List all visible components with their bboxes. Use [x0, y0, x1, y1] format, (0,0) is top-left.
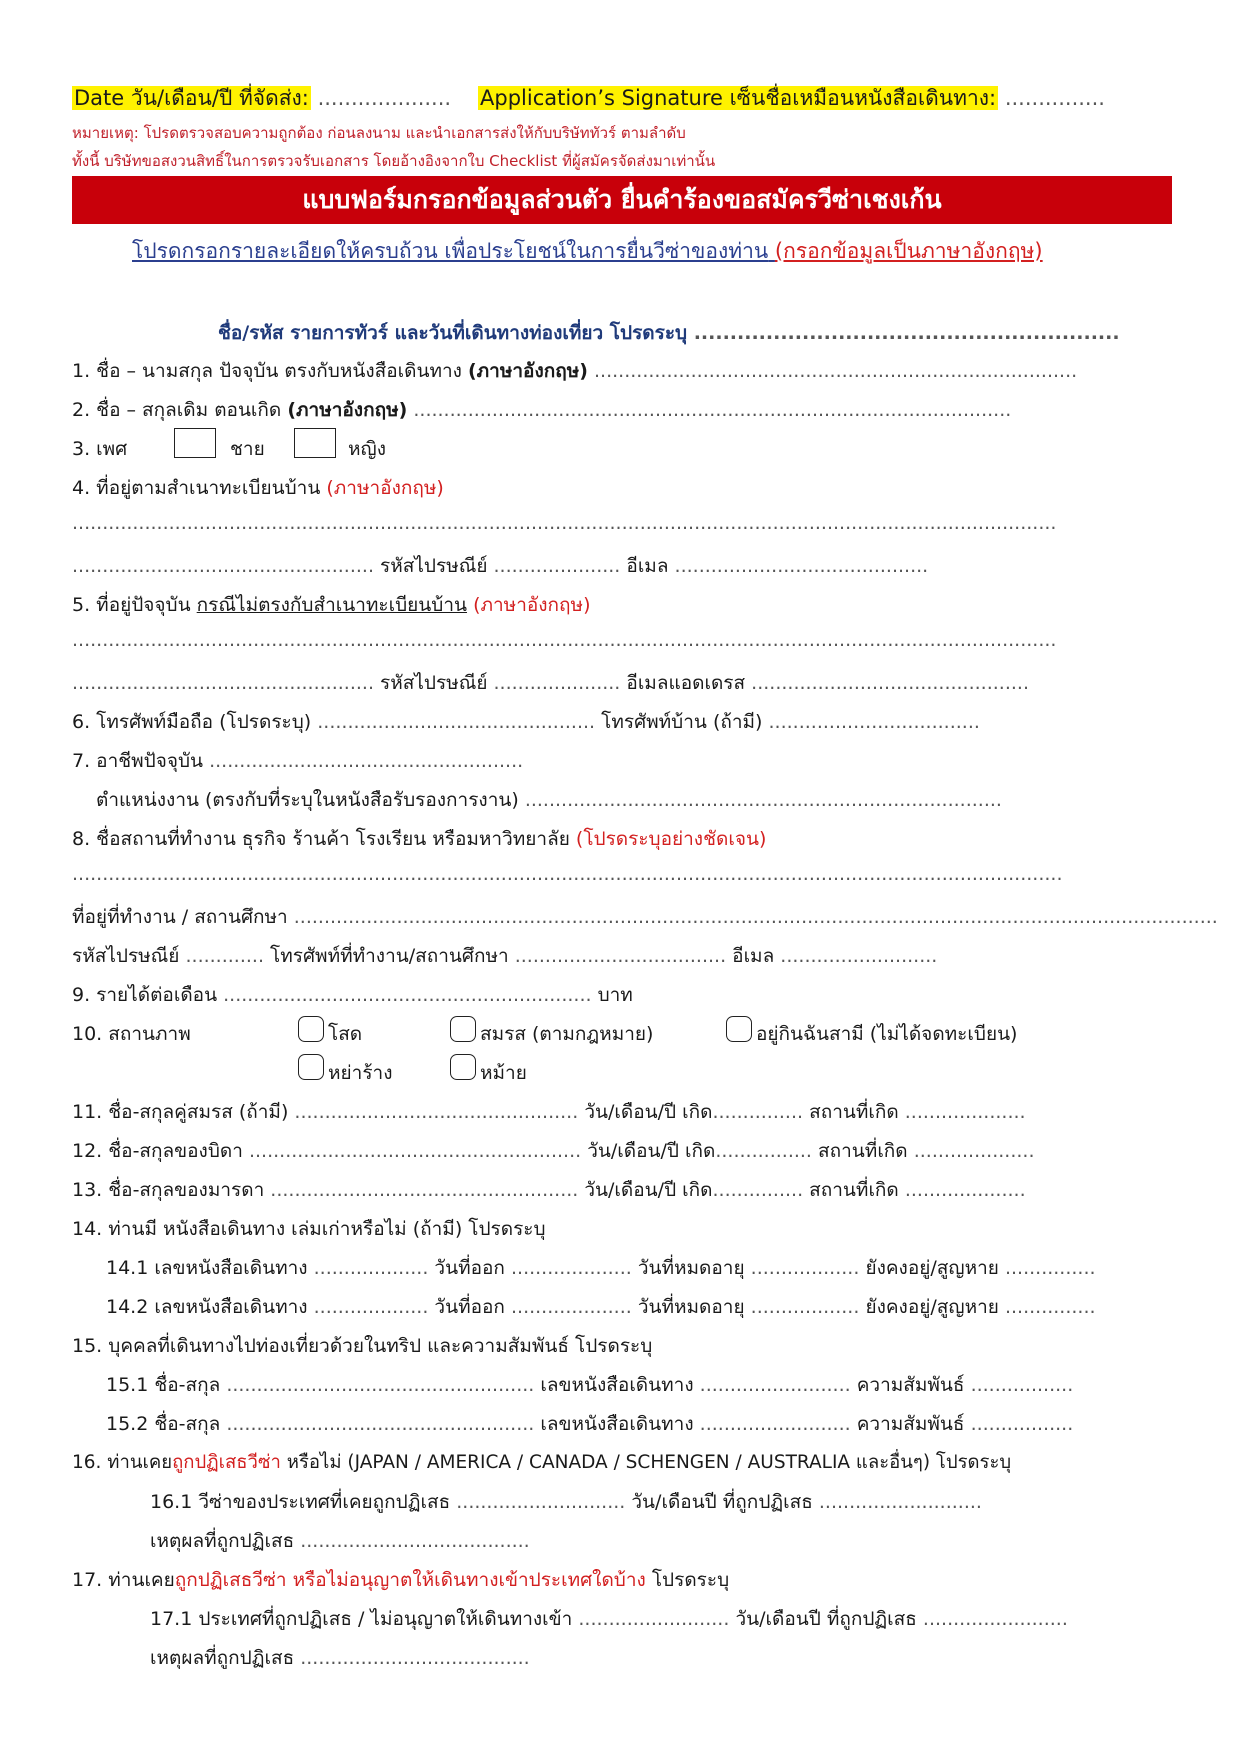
q7-position-label: ตำแหน่งงาน (ตรงกับที่ระบุในหนังสือรับรองการงาน)	[96, 789, 519, 811]
q16-reason-row	[150, 1526, 530, 1556]
note-line-1: หมายเหตุ: โปรดตรวจสอบความถูกต้อง ก่อนลงนาม และนำเอกสารส่งให้กับบริษัททัวร์ ตามลำดับ	[72, 124, 686, 142]
q16-reason-input[interactable]: ......................................	[300, 1530, 530, 1552]
q5-postal-input[interactable]: .....................	[493, 672, 621, 694]
q17-pre: 17. ท่านเคย	[72, 1569, 175, 1591]
q16-1-date-label: วัน/เดือนปี ที่ถูกปฏิเสธ	[631, 1491, 813, 1513]
q5-label: 5. ที่อยู่ปัจจุบัน	[72, 594, 191, 616]
q12-name-input[interactable]: .......................................................	[248, 1140, 582, 1162]
q17-1-row	[150, 1604, 1068, 1634]
q15-2-passport-input[interactable]: .........................	[699, 1413, 851, 1435]
q4-address-input-2[interactable]: ..................................................	[72, 555, 374, 577]
q15-1-relation-input[interactable]: .................	[970, 1374, 1074, 1396]
note-line-2: ทั้งนี้ บริษัทขอสงวนสิทธิ์ในการตรวจรับเอกสาร โดยอ้างอิงจากใบ Checklist ที่ผู้สมัครจัดส่งมาเท่านั้น	[72, 152, 716, 170]
q9-label: 9. รายได้ต่อเดือน	[72, 984, 218, 1006]
q14-2-issue-input[interactable]: ....................	[510, 1296, 632, 1318]
q15-1-passport-label: เลขหนังสือเดินทาง	[540, 1374, 694, 1396]
q17-refused: ถูกปฏิเสธวีซ่า หรือไม่อนุญาตให้เดินทางเข้าประเทศใดบ้าง	[174, 1569, 646, 1591]
q12-dob-input[interactable]: ................	[715, 1140, 812, 1162]
status-divorced-label: หย่าร้าง	[328, 1062, 393, 1084]
tour-input[interactable]: ...........................................................	[693, 322, 1120, 344]
q14-1-expire-label: วันที่หมดอายุ	[637, 1257, 745, 1279]
q5-postal-label: รหัสไปรษณีย์	[380, 672, 488, 694]
q4-postal-label: รหัสไปรษณีย์	[380, 555, 488, 577]
female-label: หญิง	[348, 438, 386, 460]
q8-label: 8. ชื่อสถานที่ทำงาน ธุรกิจ ร้านค้า โรงเรียน หรือมหาวิทยาลัย	[72, 828, 570, 850]
q8-note: (โปรดระบุอย่างชัดเจน)	[575, 828, 767, 850]
q14-2-passport-input[interactable]: ...................	[313, 1296, 429, 1318]
q11-dob-label: วัน/เดือน/ปี เกิด	[584, 1101, 713, 1123]
q14-2-row	[106, 1292, 1096, 1322]
q9-income-input[interactable]: .............................................................	[223, 984, 592, 1006]
q6-home-input[interactable]: ...................................	[768, 711, 980, 733]
q5-address-input-2[interactable]: ..................................................	[72, 672, 374, 694]
q14-2-issue-label: วันที่ออก	[434, 1296, 505, 1318]
q15-1-row	[106, 1370, 1073, 1400]
q6-mobile-input[interactable]: ..............................................	[317, 711, 596, 733]
female-checkbox[interactable]	[294, 428, 336, 458]
q4-email-label: อีเมล	[626, 555, 669, 577]
date-field	[72, 82, 451, 115]
q15-2-passport-label: เลขหนังสือเดินทาง	[540, 1413, 694, 1435]
q11-pob-label: สถานที่เกิด	[809, 1101, 899, 1123]
q12-row	[72, 1136, 1035, 1166]
q8-postal-input[interactable]: .............	[185, 945, 264, 967]
q4-lang: (ภาษาอังกฤษ)	[326, 477, 444, 499]
q8-address-input[interactable]: .........................................................................................................................................................	[293, 906, 1218, 928]
q9-row	[72, 980, 633, 1010]
status-cohabit-checkbox[interactable]	[726, 1016, 752, 1042]
q6-home-label: โทรศัพท์บ้าน (ถ้ามี)	[601, 711, 763, 733]
q14-1-issue-input[interactable]: ....................	[510, 1257, 632, 1279]
q15-1-label: 15.1 ชื่อ-สกุล	[106, 1374, 221, 1396]
q14-2-status-input[interactable]: ...............	[1004, 1296, 1096, 1318]
q1-lang: (ภาษาอังกฤษ)	[467, 360, 588, 382]
q16-1-row	[150, 1487, 982, 1517]
status-widowed-label: หม้าย	[480, 1062, 527, 1084]
q17-reason-row	[150, 1643, 530, 1673]
q11-pob-input[interactable]: ....................	[904, 1101, 1026, 1123]
signature-field	[478, 82, 1105, 115]
q15-2-name-input[interactable]: ...................................................	[226, 1413, 535, 1435]
q4-row	[72, 473, 444, 503]
q12-pob-input[interactable]: ....................	[913, 1140, 1035, 1162]
q4-postal-input[interactable]: .....................	[493, 555, 621, 577]
q2-lang: (ภาษาอังกฤษ)	[287, 399, 408, 421]
tour-label: ชื่อ/รหัส รายการทัวร์ และวันที่เดินทางท่องเที่ยว โปรดระบุ	[218, 322, 688, 344]
q15-label: 15. บุคคลที่เดินทางไปท่องเที่ยวด้วยในทริป และความสัมพันธ์ โปรดระบุ	[72, 1335, 653, 1357]
q11-row	[72, 1097, 1026, 1127]
signature-input[interactable]: ...............	[1004, 86, 1105, 110]
q16-1-country-input[interactable]: ............................	[456, 1491, 626, 1513]
q17-reason-input[interactable]: ......................................	[300, 1647, 530, 1669]
q13-pob-label: สถานที่เกิด	[809, 1179, 899, 1201]
date-label: Date วัน/เดือน/ปี ที่จัดส่ง:	[74, 86, 309, 110]
status-married-checkbox[interactable]	[450, 1016, 476, 1042]
q13-label: 13. ชื่อ-สกุลของมารดา	[72, 1179, 265, 1201]
q11-name-input[interactable]: ...............................................	[294, 1101, 579, 1123]
q6-row	[72, 707, 980, 737]
instruction-text: โปรดกรอกรายละเอียดให้ครบถ้วน เพื่อประโยชน์ในการยื่นวีซ่าของท่าน	[132, 239, 769, 263]
q7-position-input[interactable]: ...............................................................................	[524, 789, 1002, 811]
q4-label: 4. ที่อยู่ตามสำเนาทะเบียนบ้าน	[72, 477, 321, 499]
q17-1-label: 17.1 ประเทศที่ถูกปฏิเสธ / ไม่อนุญาตให้เดินทางเข้า	[150, 1608, 573, 1630]
q5-condition: กรณีไม่ตรงกับสำเนาทะเบียนบ้าน	[196, 594, 468, 616]
q17-1-date-label: วัน/เดือนปี ที่ถูกปฏิเสธ	[735, 1608, 917, 1630]
signature-label: Application’s Signature เซ็นชื่อเหมือนหนังสือเดินทาง:	[480, 86, 997, 110]
q12-dob-label: วัน/เดือน/ปี เกิด	[587, 1140, 716, 1162]
q7-position-row	[96, 785, 1002, 815]
status-cohabit-label: อยู่กินฉันสามี (ไม่ได้จดทะเบียน)	[756, 1023, 1018, 1045]
status-married-label: สมรส (ตามกฎหมาย)	[480, 1023, 654, 1045]
q4-address-input[interactable]: ...................................................................................................................................................................	[72, 512, 1057, 534]
male-checkbox[interactable]	[174, 428, 216, 458]
q17-post: โปรดระบุ	[645, 1569, 730, 1591]
q3-label: 3. เพศ	[72, 438, 128, 460]
q14-1-status-label: ยังคงอยู่/สูญหาย	[865, 1257, 999, 1279]
q16-refused: ถูกปฏิเสธวีซ่า	[172, 1452, 281, 1473]
q14-2-label: 14.2 เลขหนังสือเดินทาง	[106, 1296, 308, 1318]
q17-1-date-input[interactable]: ........................	[922, 1608, 1068, 1630]
q14-2-expire-label: วันที่หมดอายุ	[637, 1296, 745, 1318]
q13-dob-label: วัน/เดือน/ปี เกิด	[584, 1179, 713, 1201]
q1-input[interactable]: ................................................................................	[594, 360, 1078, 382]
q1-row	[72, 356, 1077, 386]
q10-label: 10. สถานภาพ	[72, 1023, 191, 1045]
q15-1-passport-input[interactable]: .........................	[699, 1374, 851, 1396]
q11-label: 11. ชื่อ-สกุลคู่สมรส (ถ้ามี)	[72, 1101, 289, 1123]
male-label: ชาย	[230, 438, 265, 460]
q14-label: 14. ท่านมี หนังสือเดินทาง เล่มเก่าหรือไม่ (ถ้ามี) โปรดระบุ	[72, 1218, 546, 1240]
q16-1-label: 16.1 วีซ่าของประเทศที่เคยถูกปฏิเสธ	[150, 1491, 451, 1513]
q7-occupation-input[interactable]: ....................................................	[209, 750, 524, 772]
q5-email-label: อีเมลแอดเดรส	[626, 672, 746, 694]
q2-label: 2. ชื่อ – สกุลเดิม ตอนเกิด	[72, 399, 282, 421]
q8-phone-label: โทรศัพท์ที่ทำงาน/สถานศึกษา	[270, 945, 509, 967]
q13-pob-input[interactable]: ....................	[904, 1179, 1026, 1201]
q8-address-label: ที่อยู่ที่ทำงาน / สถานศึกษา	[72, 906, 288, 928]
q16-1-date-input[interactable]: ...........................	[818, 1491, 982, 1513]
q8-row	[72, 824, 766, 854]
q2-row	[72, 395, 1011, 425]
q6-label: 6. โทรศัพท์มือถือ (โปรดระบุ)	[72, 711, 312, 733]
status-single-checkbox[interactable]	[298, 1016, 324, 1042]
q15-1-relation-label: ความสัมพันธ์	[856, 1374, 965, 1396]
q4-email-input[interactable]: ..........................................	[674, 555, 929, 577]
q12-label: 12. ชื่อ-สกุลของบิดา	[72, 1140, 243, 1162]
q5-lang: (ภาษาอังกฤษ)	[473, 594, 591, 616]
q12-pob-label: สถานที่เกิด	[818, 1140, 908, 1162]
q5-email-input[interactable]: ..............................................	[751, 672, 1029, 694]
q7-label: 7. อาชีพปัจจุบัน	[72, 750, 204, 772]
q14-1-label: 14.1 เลขหนังสือเดินทาง	[106, 1257, 308, 1279]
instruction-subtitle	[132, 235, 1043, 268]
instruction-english-note: (กรอกข้อมูลเป็นภาษาอังกฤษ)	[774, 239, 1043, 263]
date-input[interactable]: ....................	[317, 86, 452, 110]
q7-row	[72, 746, 523, 776]
q17-1-country-input[interactable]: .........................	[578, 1608, 730, 1630]
q8-email-label: อีเมล	[732, 945, 775, 967]
q15-2-row	[106, 1409, 1073, 1439]
tour-field	[218, 318, 1120, 348]
q14-1-issue-label: วันที่ออก	[434, 1257, 505, 1279]
q5-row	[72, 590, 591, 620]
q15-2-relation-input[interactable]: .................	[970, 1413, 1074, 1435]
q15-2-label: 15.2 ชื่อ-สกุล	[106, 1413, 221, 1435]
q1-label: 1. ชื่อ – นามสกุล ปัจจุบัน ตรงกับหนังสือเดินทาง	[72, 360, 462, 382]
q16-post: หรือไม่ (JAPAN / AMERICA / CANADA / SCHENGEN / AUSTRALIA และอื่นๆ) โปรดระบุ	[280, 1452, 1012, 1473]
q17-reason-label: เหตุผลที่ถูกปฏิเสธ	[150, 1647, 295, 1669]
q8-address-row	[72, 902, 1218, 932]
q9-unit: บาท	[597, 984, 633, 1006]
q14-1-row	[106, 1253, 1096, 1283]
q17-row	[72, 1565, 729, 1595]
q5-address-input[interactable]: ...................................................................................................................................................................	[72, 629, 1057, 651]
q14-2-status-label: ยังคงอยู่/สูญหาย	[865, 1296, 999, 1318]
q8-postal-label: รหัสไปรษณีย์	[72, 945, 180, 967]
status-widowed-checkbox[interactable]	[450, 1054, 476, 1080]
q14-1-expire-input[interactable]: ..................	[750, 1257, 860, 1279]
q13-row	[72, 1175, 1026, 1205]
q8-email-input[interactable]: ..........................	[780, 945, 938, 967]
q15-1-name-input[interactable]: ...................................................	[226, 1374, 535, 1396]
q5-row-2	[72, 668, 1029, 698]
q16-row	[72, 1448, 1011, 1477]
q16-pre: 16. ท่านเคย	[72, 1452, 173, 1473]
q2-input[interactable]: ...................................................................................................	[413, 399, 1012, 421]
q13-name-input[interactable]: ...................................................	[270, 1179, 579, 1201]
q14-2-expire-input[interactable]: ..................	[750, 1296, 860, 1318]
q14-1-passport-input[interactable]: ...................	[313, 1257, 429, 1279]
q8-workplace-input[interactable]: ....................................................................................................................................................................	[72, 863, 1063, 885]
form-title-banner: แบบฟอร์มกรอกข้อมูลส่วนตัว ยื่นคำร้องขอสมัครวีซ่าเชงเก้น	[72, 176, 1172, 224]
q8-phone-input[interactable]: ...................................	[514, 945, 727, 967]
q4-row-2	[72, 551, 928, 581]
status-divorced-checkbox[interactable]	[298, 1054, 324, 1080]
q11-dob-input[interactable]: ...............	[712, 1101, 804, 1123]
q16-reason-label: เหตุผลที่ถูกปฏิเสธ	[150, 1530, 295, 1552]
q15-2-relation-label: ความสัมพันธ์	[856, 1413, 965, 1435]
q14-1-status-input[interactable]: ...............	[1004, 1257, 1096, 1279]
status-single-label: โสด	[328, 1023, 363, 1045]
q8-contact-row	[72, 941, 937, 971]
q13-dob-input[interactable]: ...............	[712, 1179, 804, 1201]
